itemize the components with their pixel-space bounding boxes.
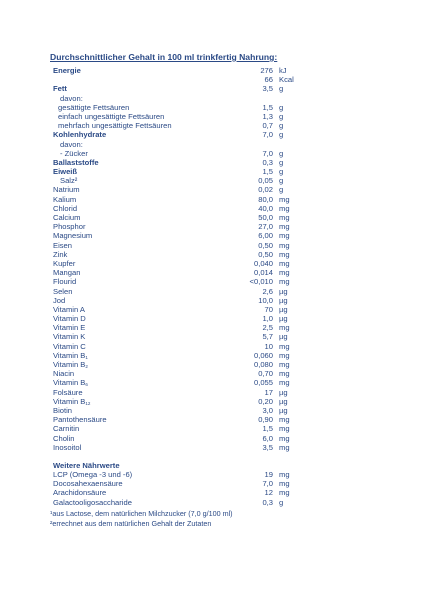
- nutrient-unit: g: [279, 157, 284, 167]
- nutrient-value: 10: [264, 341, 273, 351]
- nutrient-label: Eisen: [53, 240, 72, 250]
- table-row: [53, 149, 303, 158]
- nutrient-unit: g: [279, 130, 284, 140]
- nutrient-value: 7,0: [262, 479, 273, 489]
- nutrient-unit: mg: [279, 433, 290, 443]
- nutrient-value: 0,055: [253, 378, 273, 388]
- nutrient-value: 0,50: [258, 240, 273, 250]
- table-row: [53, 112, 303, 121]
- nutrient-value: 0,040: [253, 258, 273, 268]
- nutrient-label: Phosphor: [53, 222, 86, 232]
- nutrient-label: Natrium: [53, 185, 80, 195]
- nutrient-unit: mg: [279, 488, 290, 498]
- nutrient-value: 6,0: [262, 433, 273, 443]
- nutrient-label: Biotin: [53, 405, 72, 415]
- table-row: [53, 369, 303, 378]
- nutrient-value: 17: [264, 387, 273, 397]
- nutrient-label: Inosoitol: [53, 442, 82, 452]
- nutrient-label: Energie: [53, 66, 81, 75]
- table-title: Durchschnittlicher Gehalt in 100 ml trinkfertig Nahrung:: [50, 52, 278, 62]
- footnote-2: ²errechnet aus dem natürlichen Gehalt der Zutaten: [50, 519, 212, 528]
- nutrient-value: 2,5: [262, 323, 273, 333]
- nutrient-value: 0,014: [253, 268, 273, 278]
- nutrient-label: Docosahexaensäure: [53, 479, 123, 489]
- nutrient-label: Carnitin: [53, 424, 80, 434]
- table-row: [53, 415, 303, 424]
- nutrient-label: Vitamin $B_{12}$: [53, 396, 91, 406]
- table-row: [53, 378, 303, 387]
- nutrient-label: Magnesium: [53, 231, 93, 241]
- nutrient-label: Vitamin A: [53, 304, 85, 314]
- nutrient-label: Vitamin E: [53, 323, 86, 333]
- nutrient-label: Niacin: [53, 369, 75, 379]
- nutrient-unit: mg: [279, 442, 290, 452]
- nutrient-value: 5,7: [262, 332, 273, 342]
- nutrient-unit: µg: [279, 286, 288, 296]
- nutrient-value: 1,5: [262, 167, 273, 177]
- table-row: [53, 204, 303, 213]
- nutrient-label: Arachidonsäure: [53, 488, 107, 498]
- nutrient-subscript: 12: [85, 400, 91, 406]
- nutrient-label: Vitamin D: [53, 314, 86, 324]
- footnote-1: ¹aus Lactose, dem natürlichen Milchzucker (7,0 g/100 ml): [50, 509, 233, 518]
- nutrient-unit: g: [279, 102, 284, 112]
- nutrient-unit: mg: [279, 350, 290, 360]
- footnotes: [50, 509, 233, 529]
- nutrient-label: Mangan: [53, 268, 81, 278]
- nutrient-label: Vitamin $B_2$: [53, 360, 88, 369]
- nutrient-value: 0,3: [262, 157, 273, 167]
- nutrient-unit: g: [279, 167, 284, 177]
- nutrient-value: 0,3: [262, 497, 273, 507]
- nutrient-label: Kupfer: [53, 258, 76, 268]
- nutrient-value: 7,0: [262, 148, 273, 158]
- nutrient-value: 0,060: [253, 350, 273, 360]
- nutrient-label: einfach ungesättigte Fettsäuren: [58, 111, 165, 121]
- table-row: [53, 231, 303, 240]
- table-row: [53, 103, 303, 112]
- nutrient-unit: mg: [279, 203, 290, 213]
- table-row: [53, 287, 303, 296]
- nutrient-value: 0,7: [262, 121, 273, 131]
- nutrition-table: [53, 66, 303, 507]
- nutrient-value: 6,00: [258, 231, 273, 241]
- nutrient-unit: g: [279, 111, 284, 121]
- nutrient-label: Calcium: [53, 213, 81, 222]
- nutrient-label: Chlorid: [53, 203, 78, 213]
- nutrient-value: 3,0: [262, 405, 273, 415]
- nutrient-label: Kalium: [53, 194, 77, 204]
- nutrient-unit: µg: [279, 304, 288, 314]
- table-row: [53, 342, 303, 351]
- nutrient-value: 0,02: [258, 185, 273, 195]
- nutrient-value: 70: [264, 304, 273, 314]
- table-row: [53, 75, 303, 84]
- nutrient-label: Fett: [53, 84, 67, 94]
- nutrient-value: 40,0: [258, 203, 273, 213]
- nutrient-value: 0,50: [258, 249, 273, 259]
- nutrient-unit: mg: [279, 277, 290, 287]
- nutrient-value: 1,0: [262, 314, 273, 324]
- nutrient-unit: mg: [279, 341, 290, 351]
- nutrient-value: 7,0: [262, 130, 273, 140]
- nutrient-label: Vitamin $B_1$: [53, 350, 88, 360]
- table-row: [53, 158, 303, 167]
- nutrient-value: 3,5: [262, 442, 273, 452]
- nutrient-unit: mg: [279, 424, 290, 434]
- nutrient-value: 2,6: [262, 286, 273, 296]
- nutrient-unit: g: [279, 497, 284, 507]
- nutrient-unit: mg: [279, 258, 290, 268]
- table-row: [53, 66, 303, 75]
- nutrient-unit: µg: [279, 295, 288, 305]
- nutrient-value: 80,0: [258, 194, 273, 204]
- nutrient-unit: mg: [279, 240, 290, 250]
- nutrient-unit: Kcal: [279, 75, 294, 85]
- nutrient-unit: mg: [279, 268, 290, 278]
- nutrient-unit: mg: [279, 194, 290, 204]
- nutrient-unit: mg: [279, 470, 290, 480]
- nutrient-label: Folsäure: [53, 387, 83, 397]
- nutrient-value: 276: [260, 66, 273, 75]
- nutrient-value: 0,20: [258, 396, 273, 406]
- table-row: [53, 259, 303, 268]
- nutrient-label: Selen: [53, 286, 73, 296]
- table-row: [53, 360, 303, 369]
- nutrient-value: 0,90: [258, 415, 273, 425]
- nutrient-value: 1,5: [262, 102, 273, 112]
- table-row: [53, 351, 303, 360]
- nutrient-label: Jod: [53, 295, 66, 305]
- nutrient-label: Eiweiß: [53, 167, 78, 177]
- table-row: [53, 388, 303, 397]
- nutrient-value: 1,3: [262, 111, 273, 121]
- nutrient-value: 0,05: [258, 176, 273, 186]
- table-row: [53, 213, 303, 222]
- nutrient-unit: mg: [279, 369, 290, 379]
- table-row: [53, 94, 303, 103]
- nutrient-value: 1,5: [262, 424, 273, 434]
- nutrient-unit: kJ: [279, 66, 287, 75]
- table-row: [53, 314, 303, 323]
- nutrient-subscript: 2: [85, 364, 88, 369]
- table-row: [53, 498, 303, 507]
- table-row: [53, 185, 303, 194]
- nutrient-unit: mg: [279, 213, 290, 222]
- table-row: [53, 470, 303, 479]
- nutrient-unit: mg: [279, 378, 290, 388]
- nutrient-unit: g: [279, 185, 284, 195]
- table-row: [53, 479, 303, 488]
- nutrient-label: Ballaststoffe: [53, 157, 99, 167]
- nutrient-subscript: 6: [85, 382, 88, 388]
- nutrient-unit: µg: [279, 396, 288, 406]
- table-row: [53, 84, 303, 93]
- nutrient-unit: g: [279, 121, 284, 131]
- nutrient-value: 10,0: [258, 295, 273, 305]
- table-row: [53, 424, 303, 433]
- table-row: [53, 250, 303, 259]
- nutrient-unit: g: [279, 148, 284, 158]
- nutrient-unit: mg: [279, 231, 290, 241]
- nutrient-label: Weitere Nährwerte: [53, 460, 120, 470]
- nutrient-unit: µg: [279, 332, 288, 342]
- nutrient-value: 50,0: [258, 213, 273, 222]
- table-row: [53, 130, 303, 139]
- nutrient-label: Kohlenhydrate: [53, 130, 107, 140]
- table-row: [53, 397, 303, 406]
- table-row: [53, 140, 303, 149]
- nutrient-unit: g: [279, 84, 284, 94]
- nutrient-label: mehrfach ungesättigte Fettsäuren: [58, 121, 172, 131]
- nutrient-value: <0,010: [249, 277, 273, 287]
- table-row: [53, 305, 303, 314]
- table-row: [53, 268, 303, 277]
- nutrient-label: Zink: [53, 249, 68, 259]
- nutrient-label: davon:: [60, 139, 83, 149]
- table-row: [53, 296, 303, 305]
- nutrient-value: 27,0: [258, 222, 273, 232]
- nutrient-unit: g: [279, 176, 284, 186]
- table-row: [53, 323, 303, 332]
- table-row: [53, 488, 303, 497]
- table-row: [53, 176, 303, 185]
- nutrient-value: 3,5: [262, 84, 273, 94]
- nutrient-value: 66: [264, 75, 273, 85]
- nutrient-unit: µg: [279, 405, 288, 415]
- nutrient-value: 0,080: [253, 360, 273, 369]
- nutrient-unit: mg: [279, 360, 290, 369]
- nutrient-label: davon:: [60, 93, 83, 103]
- nutrient-unit: µg: [279, 314, 288, 324]
- section-gap: [53, 452, 303, 461]
- nutrient-label: Vitamin $B_6$: [53, 378, 88, 388]
- nutrient-unit: mg: [279, 222, 290, 232]
- table-row: [53, 406, 303, 415]
- nutrient-subscript: 1: [85, 354, 88, 360]
- table-row: [53, 277, 303, 286]
- nutrient-value: 19: [264, 470, 273, 480]
- table-row: [53, 241, 303, 250]
- nutrient-value: 0,70: [258, 369, 273, 379]
- table-row: [53, 121, 303, 130]
- nutrient-unit: mg: [279, 323, 290, 333]
- nutrient-label: Pantothensäure: [53, 415, 107, 425]
- table-row: [53, 434, 303, 443]
- nutrient-label: Cholin: [53, 433, 75, 443]
- nutrient-value: 12: [264, 488, 273, 498]
- nutrient-label: Galactooligosaccharide: [53, 497, 132, 507]
- table-row: [53, 443, 303, 452]
- nutrient-label: Salz²: [60, 176, 78, 186]
- nutrient-unit: mg: [279, 249, 290, 259]
- table-row: [53, 461, 303, 470]
- nutrient-label: Flourid: [53, 277, 77, 287]
- nutrient-label: Vitamin K: [53, 332, 86, 342]
- table-row: [53, 195, 303, 204]
- table-row: [53, 332, 303, 341]
- nutrient-label: gesättigte Fettsäuren: [58, 102, 130, 112]
- nutrient-label: - Zücker: [60, 148, 88, 158]
- nutrient-label: LCP (Omega -3 und -6): [53, 470, 133, 480]
- nutrient-label: Vitamin C: [53, 341, 86, 351]
- table-row: [53, 222, 303, 231]
- nutrient-unit: µg: [279, 387, 288, 397]
- table-row: [53, 167, 303, 176]
- nutrient-unit: mg: [279, 479, 290, 489]
- nutrient-unit: mg: [279, 415, 290, 425]
